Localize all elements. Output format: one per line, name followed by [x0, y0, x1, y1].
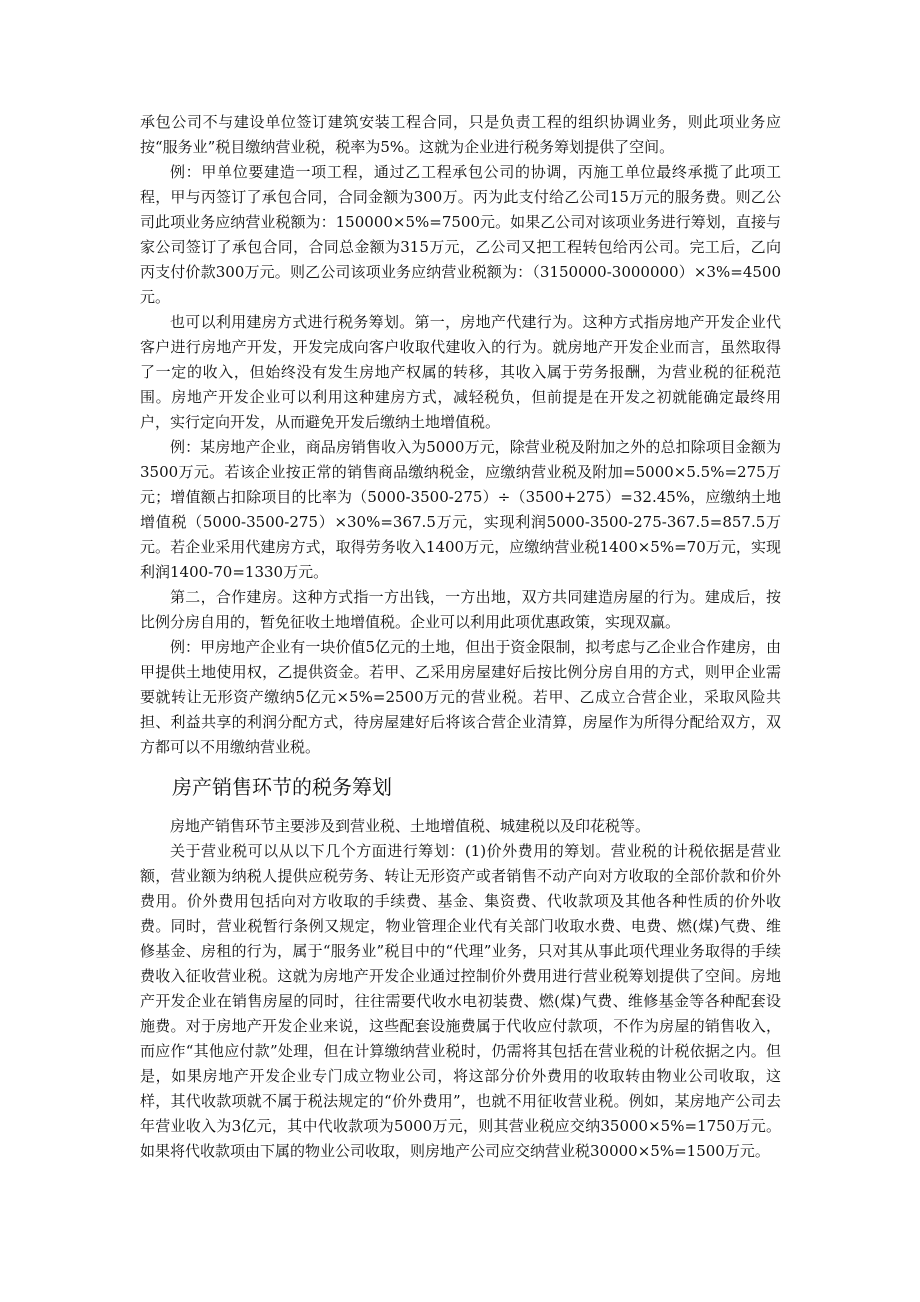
paragraph-joint-build: 第二，合作建房。这种方式指一方出钱，一方出地，双方共同建造房屋的行为。建成后，按比例分房自用的，暂免征收土地增值税。企业可以利用此项优惠政策，实现双赢。 — [140, 588, 781, 631]
paragraph-business-tax-planning: 关于营业税可以从以下几个方面进行筹划：(1)价外费用的筹划。营业税的计税依据是营业额，营业额为纳税人提供应税劳务、转让无形资产或者销售不动产向对方收取的全部价款和价外费用。价外费用包括向对方收取的手续费、基金、集资费、代收款项及其他各种性质的价外收费。同时，营业税暂行条例又规定，物业管理企业代有关部门收取水费、电费、燃(煤)气费、维修基金、房租的行为，属于“服务业”税目中的“代理”业务，只对其从事此项代理业务取得的手续费收入征收营业税。这就为房地产开发企业通过控制价外费用进行营业税筹划提供了空间。房地产开发企业在销售房屋的同时，往往需要代收水电初装费、燃(煤)气费、维修基金等各种配套设施费。对于房地产开发企业来说，这些配套设施费属于代收应付款项，不作为房屋的销售收入，而应作“其他应付款”处理，但在计算缴纳营业税时，仍需将其包括在营业税的计税依据之内。但是，如果房地产开发企业专门成立物业公司，将这部分价外费用的收取转由物业公司收取，这样，其代收款项就不属于税法规定的“价外费用”，也就不用征收营业税。例如，某房地产公司去年营业收入为3亿元，其中代收款项为5000万元，则其营业税应交纳35000×5%=1750万元。如果将代收款项由下属的物业公司收取，则房地产公司应交纳营业税30000×5%=1500万元。 — [140, 842, 781, 1160]
paragraph-example-agent-build: 例：某房地产企业，商品房销售收入为5000万元，除营业税及附加之外的总扣除项目金额为3500万元。若该企业按正常的销售商品缴纳税金，应缴纳营业税及附加=5000×5.5%=275万元；增值额占扣除项目的比率为（5000-3500-275）÷（3500+275）=32.45%，应缴纳土地增值税（5000-3500-275）×30%=367.5万元，实现利润5000-3500-275-367.5=857.5万元。若企业采用代建房方式，取得劳务收入1400万元，应缴纳营业税1400×5%=70万元，实现利润1400-70=1330万元。 — [140, 438, 781, 581]
paragraph-construction-mode: 也可以利用建房方式进行税务筹划。第一，房地产代建行为。这种方式指房地产开发企业代客户进行房地产开发，开发完成向客户收取代建收入的行为。就房地产开发企业而言，虽然取得了一定的收入，但始终没有发生房地产权属的转移，其收入属于劳务报酬，为营业税的征税范围。房地产开发企业可以利用这种建房方式，减轻税负，但前提是在开发之初就能确定最终用户，实行定向开发，从而避免开发后缴纳土地增值税。 — [140, 313, 781, 431]
paragraph-example-contractor: 例：甲单位要建造一项工程，通过乙工程承包公司的协调，丙施工单位最终承揽了此项工程，甲与丙签订了承包合同，合同金额为300万。丙为此支付给乙公司15万元的服务费。则乙公司此项业务应纳营业税额为：150000×5%=7500元。如果乙公司对该项业务进行筹划，直接与家公司签订了承包合同，合同总金额为315万元，乙公司又把工程转包给丙公司。完工后，乙向丙支付价款300万元。则乙公司该项业务应纳营业税额为：（3150000-3000000）×3%=4500元。 — [140, 163, 781, 306]
section-heading: 房产销售环节的税务筹划 — [172, 775, 392, 799]
paragraph-sales-taxes: 房地产销售环节主要涉及到营业税、土地增值税、城建税以及印花税等。 — [170, 817, 651, 835]
paragraph-example-joint-build: 例：甲房地产企业有一块价值5亿元的土地，但出于资金限制，拟考虑与乙企业合作建房，由甲提供土地使用权，乙提供资金。若甲、乙采用房屋建好后按比例分房自用的方式，则甲企业需要就转让无形资产缴纳5亿元×5%=2500万元的营业税。若甲、乙成立合营企业，采取风险共担、利益共享的利润分配方式，待房屋建好后将该合营企业清算，房屋作为所得分配给双方，双方都可以不用缴纳营业税。 — [140, 638, 781, 756]
document-page — [140, 110, 781, 1164]
paragraph-contract-intro: 承包公司不与建设单位签订建筑安装工程合同，只是负责工程的组织协调业务，则此项业务应按“服务业”税目缴纳营业税，税率为5%。这就为企业进行税务筹划提供了空间。 — [140, 113, 781, 156]
